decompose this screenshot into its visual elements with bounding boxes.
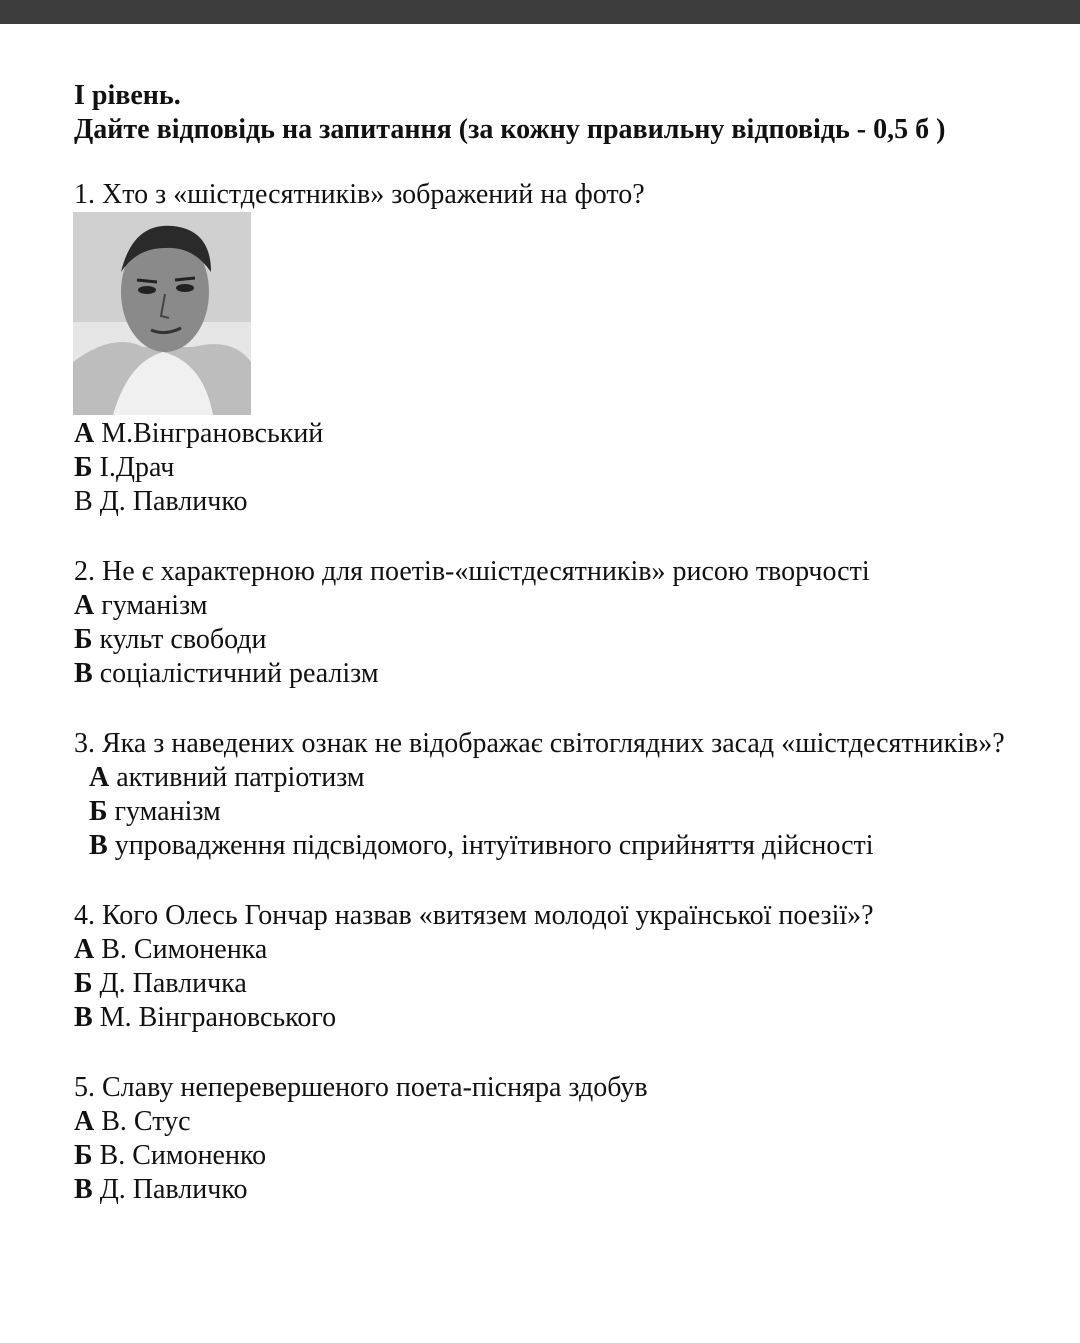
question-4-text: 4. Кого Олесь Гончар назвав «витязем молодої української поезії»? — [74, 900, 874, 931]
option-5a: А В. Стус — [74, 1106, 191, 1137]
option-5b: Б В. Симоненко — [74, 1140, 267, 1171]
question-1-text: 1. Хто з «шістдесятників» зображений на фото? — [74, 179, 645, 210]
question-5-text: 5. Славу неперевершеного поета-пісняра здобув — [74, 1072, 648, 1103]
option-2c: В соціалістичний реалізм — [74, 658, 379, 689]
level-heading: І рівень. — [74, 80, 181, 111]
portrait-photo-icon — [73, 212, 251, 415]
option-4a: А В. Симоненка — [74, 934, 268, 965]
question-3-text: 3. Яка з наведених ознак не відображає світоглядних засад «шістдесятників»? — [74, 728, 1005, 759]
option-3a: А активний патріотизм — [89, 762, 365, 793]
portrait-photo — [73, 212, 251, 415]
viewer-top-bar — [0, 0, 1080, 24]
option-4c: В М. Вінграновського — [74, 1002, 337, 1033]
instruction-heading: Дайте відповідь на запитання (за кожну правильну відповідь - 0,5 б ) — [74, 114, 946, 145]
option-1c: В Д. Павличко — [74, 486, 248, 517]
option-1a: А М.Вінграновський — [74, 418, 324, 449]
option-5c: В Д. Павличко — [74, 1174, 248, 1205]
option-1b: Б І.Драч — [74, 452, 175, 483]
option-3c: В упровадження підсвідомого, інтуїтивного сприйняття дійсності — [89, 830, 874, 861]
option-4b: Б Д. Павличка — [74, 968, 247, 999]
document-page — [0, 24, 1080, 1343]
option-2b: Б культ свободи — [74, 624, 267, 655]
question-2-text: 2. Не є характерною для поетів-«шістдесятників» рисою творчості — [74, 556, 870, 587]
option-3b: Б гуманізм — [89, 796, 221, 827]
option-2a: А гуманізм — [74, 590, 208, 621]
